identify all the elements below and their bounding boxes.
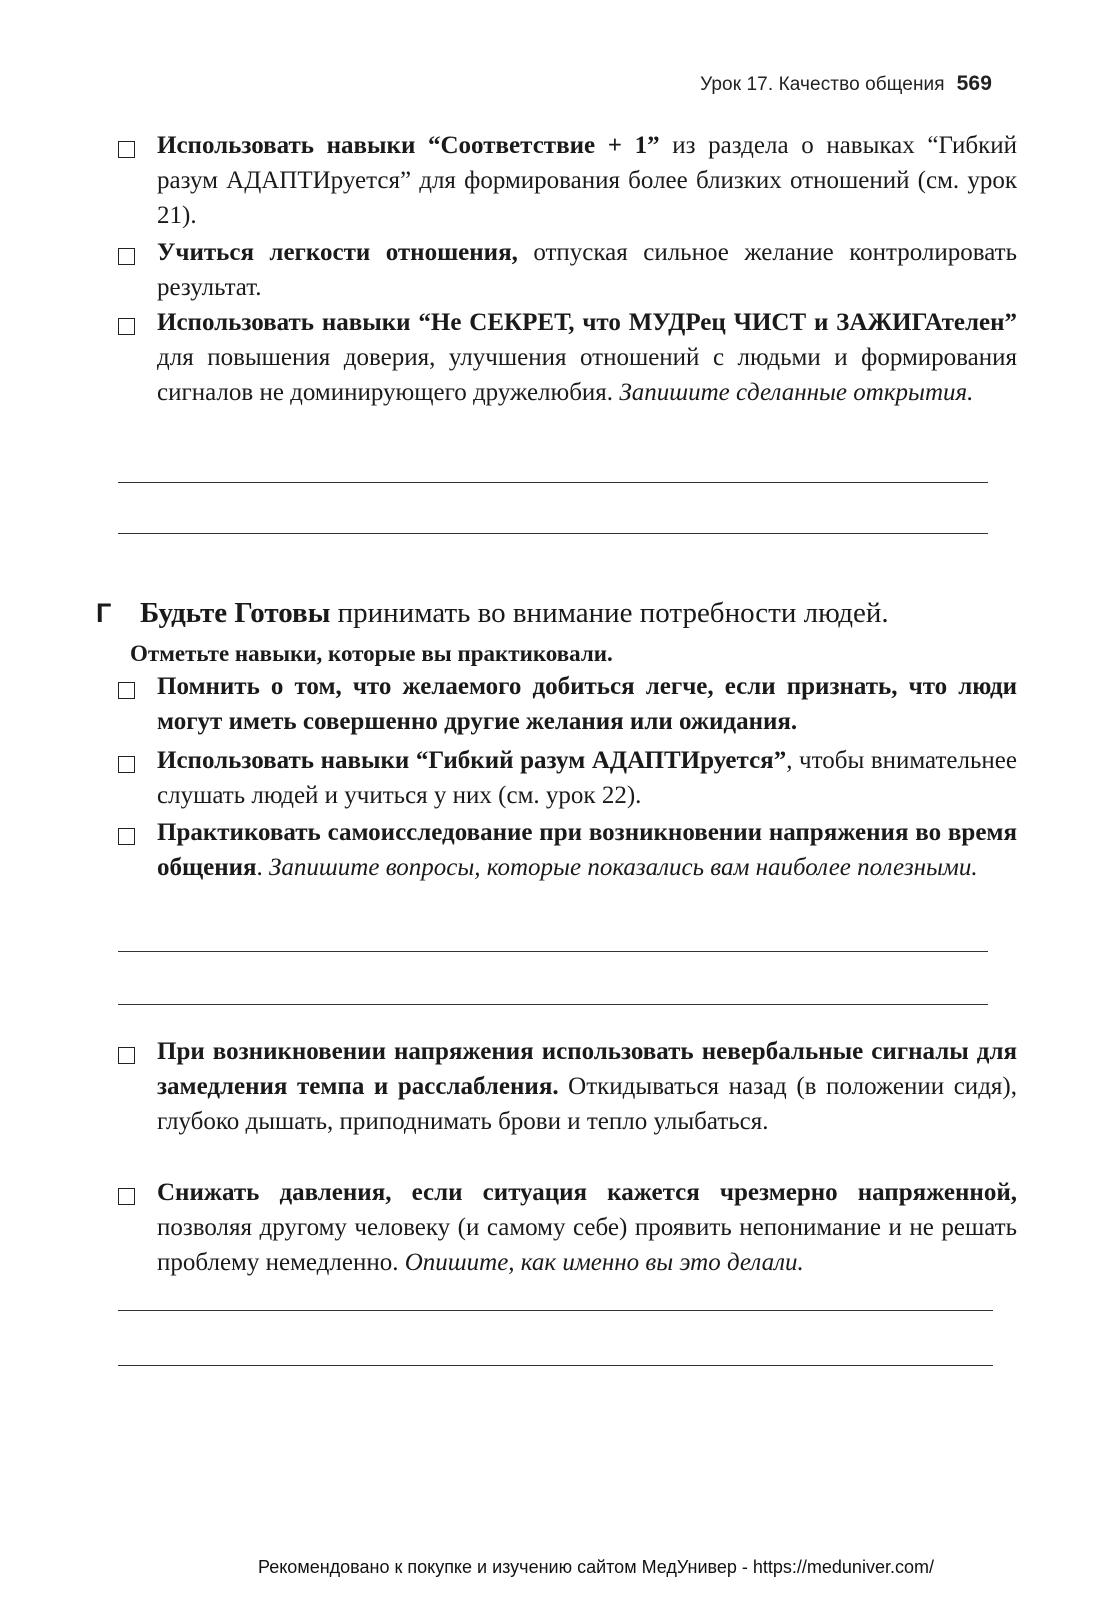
checkbox[interactable] (118, 828, 135, 845)
checkbox[interactable] (118, 682, 135, 699)
item-bold-text: Практиковать самоисследование при возникновении напряжения во время общения (157, 819, 1017, 881)
item-text: . (256, 854, 263, 881)
answer-line[interactable] (118, 482, 988, 483)
item-bold-text: Использовать навыки “Не СЕКРЕТ, что МУДРец ЧИСТ и ЗАЖИГАтелен” (157, 309, 1017, 336)
section-letter: Г (96, 598, 112, 628)
list-item (157, 815, 1017, 885)
item-text: , чтобы внимательнее слушать людей и учиться у них (см. урок 22). (157, 747, 1017, 809)
answer-line[interactable] (118, 533, 988, 534)
list-item (157, 743, 1017, 813)
answer-line[interactable] (118, 1365, 993, 1366)
checkbox[interactable] (118, 248, 135, 265)
item-bold-text: Учиться легкости отношения, (157, 239, 518, 266)
list-item (157, 1175, 1017, 1280)
answer-line[interactable] (118, 1004, 988, 1005)
section-subtitle: Отметьте навыки, которые вы практиковали. (130, 641, 613, 666)
item-bold-text: Снижать давления, если ситуация кажется чрезмерно напряженной, (157, 1179, 1017, 1206)
checkbox[interactable] (118, 756, 135, 773)
list-item (157, 1034, 1017, 1139)
answer-line[interactable] (118, 951, 988, 952)
item-bold-text: Использовать навыки “Гибкий разум АДАПТИруется” (157, 747, 787, 774)
page-number: 569 (956, 72, 992, 95)
running-header (700, 72, 992, 96)
item-bold-text: При возникновении напряжения использовать невербальные сигналы для замедления темпа и расслабления. (157, 1038, 1017, 1100)
footer-notice: Рекомендовано к покупке и изучению сайтом МедУнивер - https://meduniver.com/ (258, 1557, 934, 1577)
item-text: Откидываться назад (в положении сидя), глубоко дышать, приподнимать брови и тепло улыбаться. (157, 1073, 1017, 1135)
section-title-rest: принимать во внимание потребности людей. (330, 597, 889, 629)
item-italic-text: Запишите вопросы, которые показались вам наиболее полезными. (262, 854, 978, 881)
item-italic-text: Запишите сделанные открытия. (613, 379, 974, 406)
item-text: для повышения доверия, улучшения отношений с людьми и формирования сигналов не доминирующего дружелюбия. (157, 344, 1017, 406)
item-text: отпуская сильное желание контролировать результат. (157, 239, 1018, 301)
item-bold-text: Помнить о том, что желаемого добиться легче, если признать, что люди могут иметь совершенно другие желания или ожидания. (157, 673, 1017, 735)
item-text: из раздела о навыках “Гибкий разум АДАПТИруется” для формирования более близких отношений (см. урок 21). (157, 132, 1018, 229)
list-item (157, 128, 1017, 233)
section-title (140, 594, 1020, 632)
list-item (157, 235, 1017, 305)
item-italic-text: Опишите, как именно вы это делали. (398, 1249, 804, 1276)
section-title-bold: Будьте Готовы (140, 597, 331, 629)
checkbox[interactable] (118, 141, 135, 158)
checkbox[interactable] (118, 1188, 135, 1205)
list-item (157, 669, 1017, 739)
answer-line[interactable] (118, 1310, 993, 1311)
item-text: позволяя другому человеку (и самому себе) проявить непонимание и не решать проблему немедленно. (157, 1214, 1017, 1276)
running-title: Урок 17. Качество общения (700, 74, 945, 95)
checkbox[interactable] (118, 318, 135, 335)
list-item (157, 305, 1017, 410)
item-bold-text: Использовать навыки “Соответствие + 1” (157, 132, 660, 159)
checkbox[interactable] (118, 1047, 135, 1064)
